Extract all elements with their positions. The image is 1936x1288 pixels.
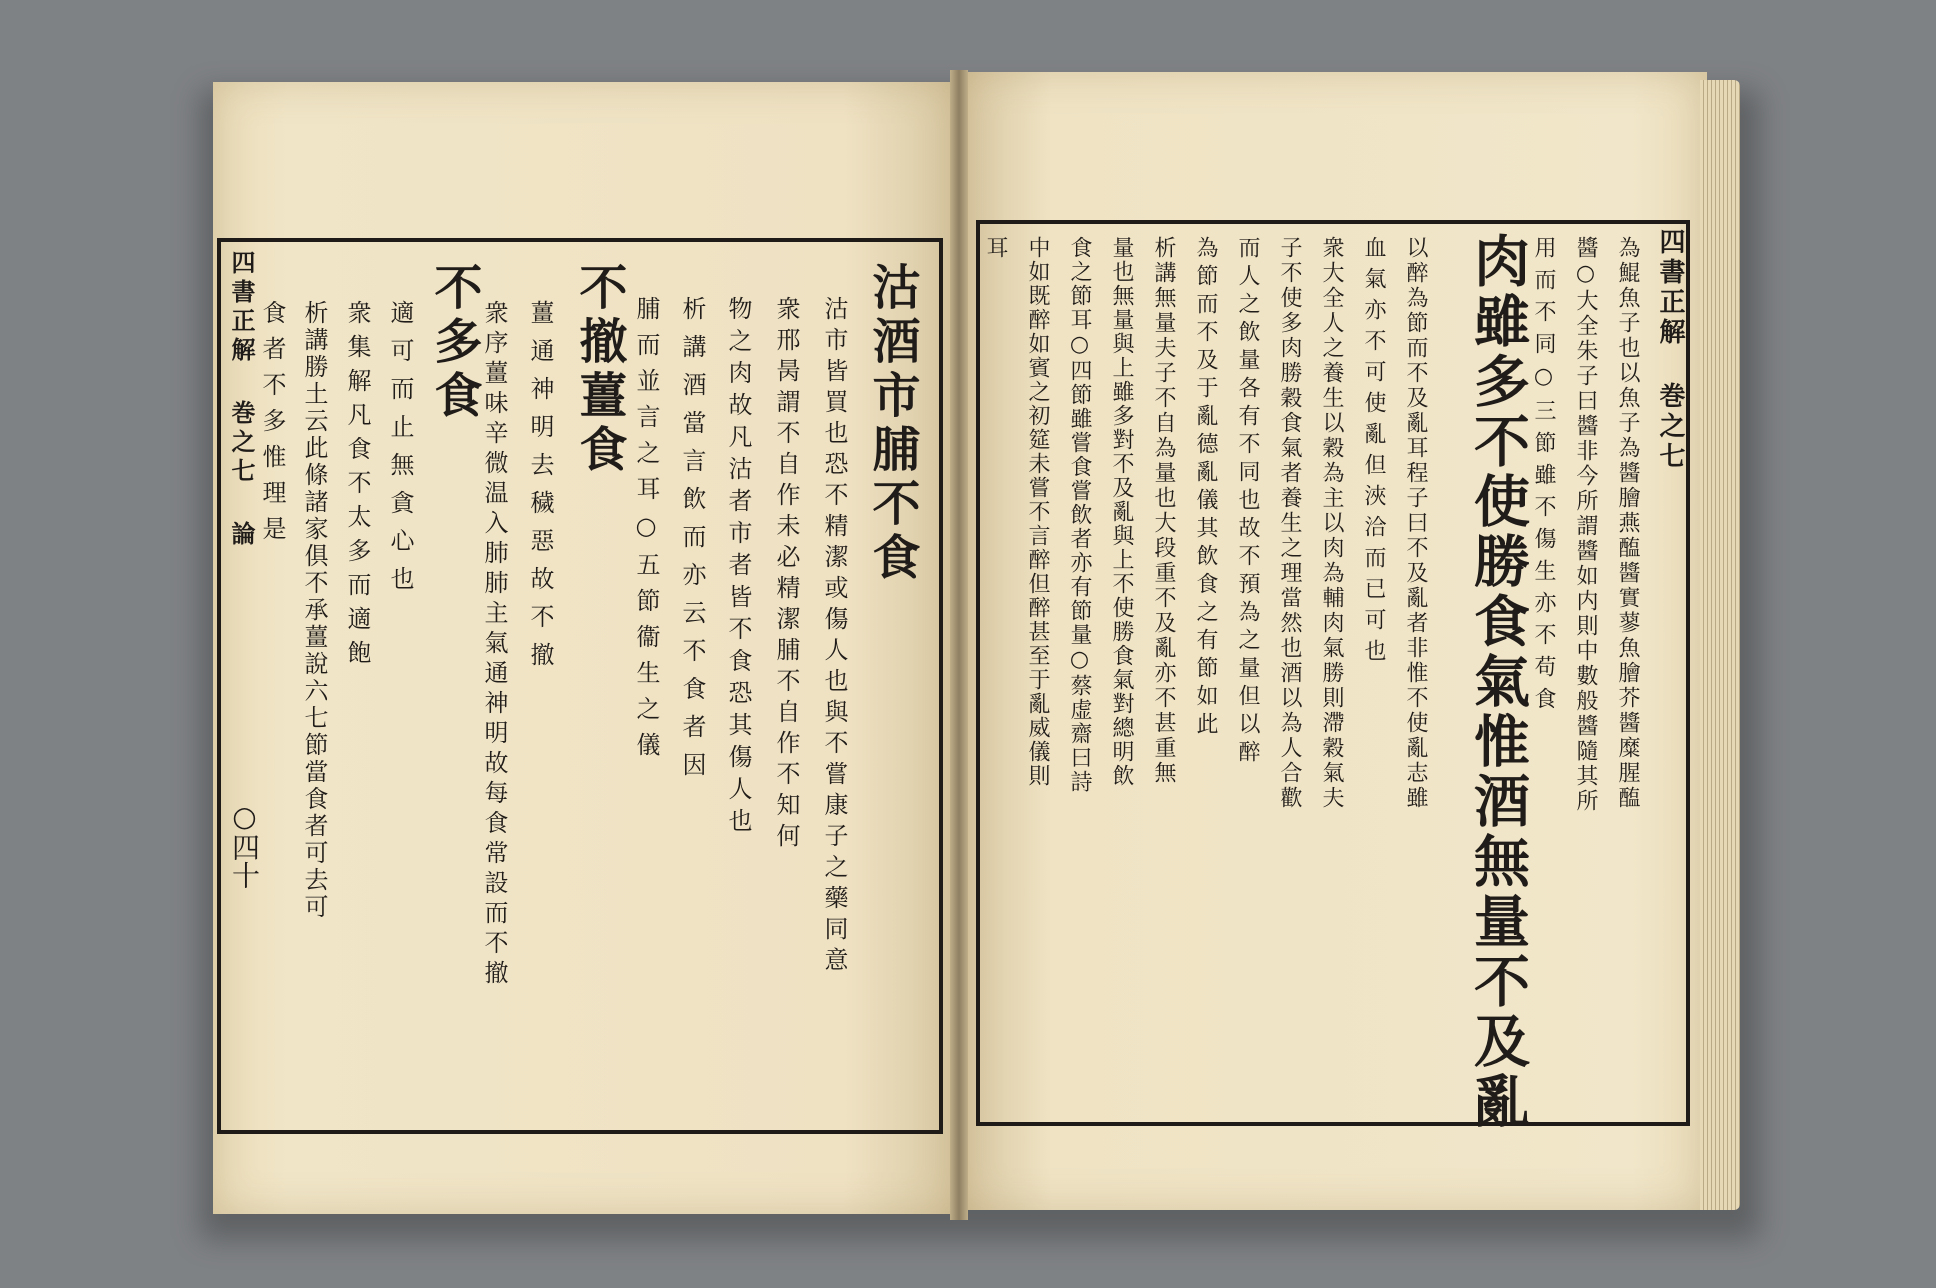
right-column-17: 耳 bbox=[983, 236, 1008, 266]
page-edges bbox=[1700, 80, 1740, 1210]
right-column-9: 子不使多肉勝穀食氣者養生之理當然也酒以為人合歡 bbox=[1277, 236, 1302, 811]
right-column-11: 為節而不及于亂德亂儀其飲食之有節如此 bbox=[1193, 236, 1218, 740]
left-column-4: 物之肉故凡沽者市者皆不食恐其傷人也 bbox=[724, 296, 752, 840]
right-margin-label: 四書正解 巻之七 bbox=[1655, 228, 1685, 472]
right-column-12: 析講無量夫子不自為量也大段重不及亂亦不甚重無 bbox=[1151, 236, 1176, 786]
left-column-6: 脯而並言之耳○五節衞生之儀 bbox=[632, 296, 660, 768]
right-column-13: 量也無量與上雖多對不及亂與上不使勝食氣對總明飲 bbox=[1109, 236, 1134, 788]
book-gutter bbox=[950, 70, 968, 1220]
left-column-7: 不撤薑食 bbox=[571, 262, 627, 478]
left-column-12: 衆集解凡食不太多而適飽 bbox=[343, 300, 371, 674]
right-column-6: 以醉為節而不及亂耳程子曰不及亂者非惟不使亂志雖 bbox=[1403, 236, 1428, 811]
left-column-14: 食者不多惟理是 bbox=[258, 300, 286, 552]
right-column-14: 食之節耳○四節雖嘗食嘗飲者亦有節量○蔡虚齋曰詩 bbox=[1067, 236, 1092, 794]
left-column-3: 衆邢昺謂不自作未必精潔脯不自作不知何 bbox=[772, 296, 800, 854]
left-column-11: 適可而止無貪心也 bbox=[386, 300, 414, 604]
right-column-8: 衆大全人之養生以穀為主以肉為輔肉氣勝則滯穀氣夫 bbox=[1319, 236, 1344, 811]
leaf-number: ○四十 bbox=[228, 800, 261, 889]
left-margin-label: 四書正解 巻之七 論 bbox=[227, 250, 256, 550]
left-column-5: 析講酒當言飲而亦云不食者因 bbox=[678, 296, 706, 790]
left-column-8: 薑通神明去穢惡故不撤 bbox=[526, 300, 554, 680]
left-column-2: 沽市皆買也恐不精潔或傷人也與不嘗康子之藥同意 bbox=[820, 296, 848, 978]
right-column-15: 中如既醉如賓之初筵未嘗不言醉但醉甚至于亂威儀則 bbox=[1025, 236, 1050, 788]
right-column-10: 而人之飲量各有不同也故不預為之量但以醉 bbox=[1235, 236, 1260, 768]
left-column-13: 析講勝土云此條諸家俱不承薑說六七節當食者可去可 bbox=[300, 300, 328, 921]
right-column-3: 用而不同○三節雖不傷生亦不苟食 bbox=[1531, 236, 1556, 719]
left-column-9: 衆序薑味辛微温入肺肺主氣通神明故每食常設而不撤 bbox=[480, 300, 508, 990]
right-column-1: 為鯤魚子也以魚子為醬膾燕醢醬實蓼魚膾芥醬糜腥醢 bbox=[1615, 236, 1640, 811]
right-column-2: 醬○大全朱子曰醬非今所謂醬如内則中數般醬隨其所 bbox=[1573, 236, 1598, 814]
right-column-4: 肉雖多不使勝食氣惟酒無量不及亂 bbox=[1465, 232, 1531, 1132]
left-column-1: 沽酒市脯不食 bbox=[864, 262, 920, 586]
right-column-7: 血氣亦不可使亂但浹洽而已可也 bbox=[1361, 236, 1386, 670]
left-column-10: 不多食 bbox=[426, 262, 482, 424]
